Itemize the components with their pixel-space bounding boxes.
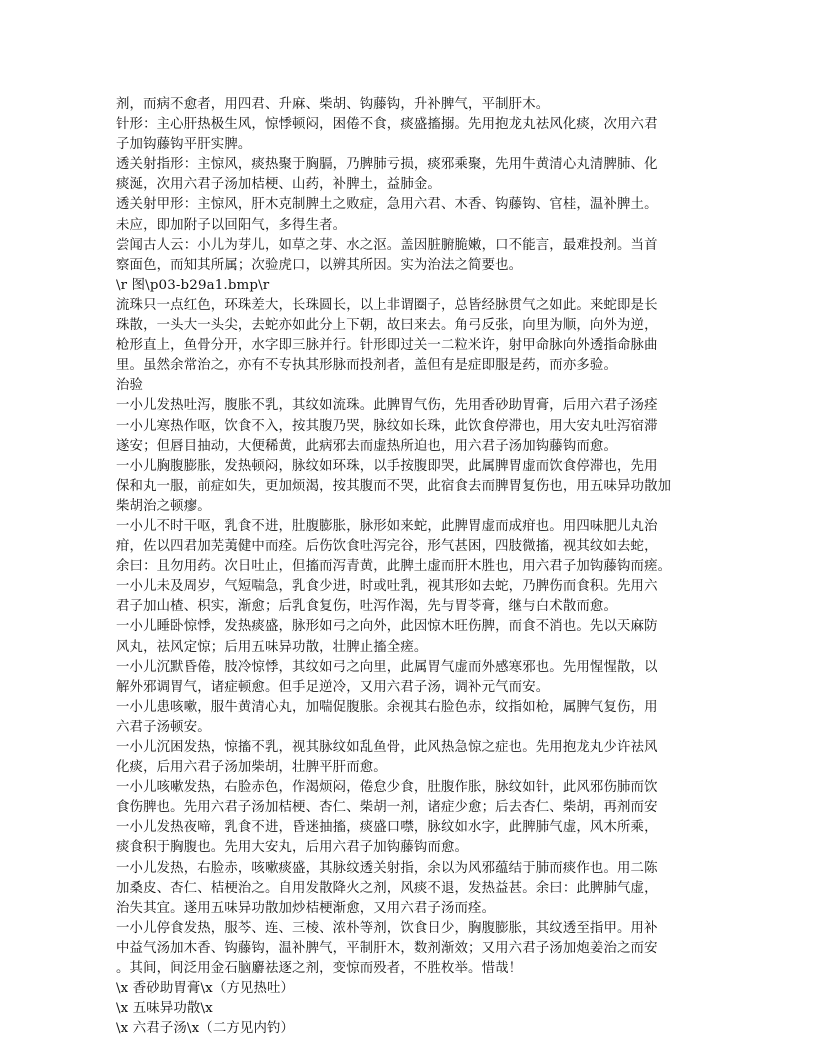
text-line: 一小儿不时干呕，乳食不进，肚腹膨胀，脉形如来蛇，此脾胃虚而成疳也。用四味肥儿丸治 — [116, 518, 658, 534]
text-line: 。其间，间泛用金石脑麝祛逐之剂，变惊而殁者，不胜枚举。惜哉！ — [116, 961, 523, 977]
text-line: 加桑皮、杏仁、桔梗治之。自用发散降火之剂，风痰不退，发热益甚。余曰：此脾肺气虚， — [116, 880, 658, 896]
text-line: 未应，即加附子以回阳气，多得生者。 — [116, 217, 347, 233]
text-line: 中益气汤加木香、钩藤钩，温补脾气，平制肝木，数剂渐效；又用六君子汤加炮姜治之而安 — [116, 940, 658, 956]
text-line: 枪形直上，鱼骨分开，水字即三脉并行。针形即过关一二粒米许，射甲命脉向外透指命脉曲 — [116, 338, 658, 354]
text-line: 里。虽然余常治之，亦有不专执其形脉而投剂者，盖但有是症即服是药，而亦多验。 — [116, 358, 618, 374]
text-line: 一小儿患咳嗽，服牛黄清心丸，加喘促腹胀。余视其右脸色赤，纹指如枪，属脾气复伤，用 — [116, 699, 658, 715]
image-placeholder-line: \r 图\p03-b29a1.bmp\r — [116, 277, 270, 293]
document-page — [116, 95, 702, 1039]
text-line: 一小儿沉困发热，惊搐不乳，视其脉纹如乱鱼骨，此风热急惊之症也。先用抱龙丸少许祛风 — [116, 740, 658, 755]
text-line: 一小儿寒热作呕，饮食不入，按其腹乃哭，脉纹如长珠，此饮食停滞也，用大安丸吐泻宿滞 — [116, 418, 658, 434]
text-line: 一小儿发热夜啼，乳食不进，昏迷抽搐，痰盛口噤，脉纹如水字，此脾肺气虚，风木所乘， — [116, 820, 658, 836]
text-line: 六君子汤顿安。 — [116, 719, 211, 735]
text-line: 剂，而病不愈者，用四君、升麻、柴胡、钩藤钩，升补脾气，平制肝木。 — [116, 97, 550, 112]
text-line: 一小儿睡卧惊悸，发热痰盛，脉形如弓之向外，此因惊木旺伤脾，而食不消也。先以天麻防 — [116, 619, 658, 635]
text-line: 针形：主心肝热极生风，惊悸顿闷，困倦不食，痰盛搐搦。先用抱龙丸祛风化痰，次用六君 — [116, 117, 658, 133]
text-line: 解外邪调胃气，诸症顿愈。但手足逆冷，又用六君子汤，调补元气而安。 — [116, 679, 550, 695]
section-heading: 治验 — [116, 378, 144, 394]
text-line: 察面色，而知其所属；次验虎口，以辨其所因。实为治法之简要也。 — [116, 257, 523, 273]
text-line: 柴胡治之顿瘳。 — [116, 498, 211, 514]
text-line: 子加钩藤钩平肝实脾。 — [116, 137, 252, 153]
text-line: 一小儿咳嗽发热，右脸赤色，作渴烦闷，倦怠少食，肚腹作胀，脉纹如针，此风邪伤肺而饮 — [116, 780, 658, 796]
text-line: 一小儿未及周岁，气短喘急，乳食少进，时或吐乳，视其形如去蛇，乃脾伤而食积。先用六 — [116, 579, 658, 595]
text-line: 食伤脾也。先用六君子汤加桔梗、杏仁、柴胡一剂，诸症少愈；后去杏仁、柴胡，再剂而安 — [116, 800, 658, 816]
text-line: 保和丸一服，前症如失，更加烦渴，按其腹而不哭，此宿食去而脾胃复伤也，用五味异功散加 — [116, 478, 672, 494]
text-line: 君子加山楂、枳实，渐愈；后乳食复伤，吐泻作渴，先与胃苓膏，继与白术散而愈。 — [116, 599, 618, 615]
text-line: 透关射指形：主惊风，痰热聚于胸膈，乃脾肺亏损，痰邪乘聚，先用牛黄清心丸清脾肺、化 — [116, 157, 658, 173]
text-line: 尝闻古人云：小儿为芽儿，如草之芽、水之沤。盖因脏腑脆嫩，口不能言，最难投剂。当首 — [116, 237, 658, 253]
text-line: 余曰：且勿用药。次日吐止，但搐而泻青黄，此脾土虚而肝木胜也，用六君子加钩藤钩而瘥。 — [116, 559, 672, 575]
text-line: 一小儿胸腹膨胀，发热顿闷，脉纹如环珠，以手按腹即哭，此属脾胃虚而饮食停滞也，先用 — [116, 458, 658, 474]
text-line: 疳，佐以四君加芜荑健中而痊。后伤饮食吐泻完谷，形气甚困，四肢微搐，视其纹如去蛇， — [116, 539, 658, 555]
text-line: 痰涎，次用六君子汤加桔梗、山药，补脾土，益肺金。 — [116, 177, 441, 193]
formula-reference: \x 六君子汤\x（二方见内钓） — [116, 1021, 295, 1037]
text-line: 一小儿沉默昏倦，肢冷惊悸，其纹如弓之向里，此属胃气虚而外感寒邪也。先用惺惺散，以 — [116, 659, 658, 675]
formula-reference: \x 香砂助胃膏\x（方见热吐） — [116, 981, 295, 997]
text-line: 化痰，后用六君子汤加柴胡，壮脾平肝而愈。 — [116, 760, 387, 776]
text-line: 一小儿停食发热，服芩、连、三棱、浓朴等剂，饮食日少，胸腹膨胀，其纹透至指甲。用补 — [116, 920, 658, 936]
text-line: 一小儿发热，右脸赤，咳嗽痰盛，其脉纹透关射指，余以为风邪蕴结于肺而痰作也。用二陈 — [116, 860, 658, 876]
text-line: 流珠只一点红色，环珠差大，长珠圆长，以上非谓圈子，总皆经脉贯气之如此。来蛇即是长 — [116, 297, 658, 313]
text-line: 痰食积于胸腹也。先用大安丸，后用六君子加钩藤钩而愈。 — [116, 840, 469, 856]
text-line: 遂安；但唇目抽动，大便稀黄，此病邪去而虚热所迫也，用六君子汤加钩藤钩而愈。 — [116, 438, 618, 454]
text-line: 透关射甲形：主惊风，肝木克制脾土之败症，急用六君、木香、钩藤钩、官桂，温补脾土。 — [116, 197, 658, 213]
text-line: 一小儿发热吐泻，腹胀不乳，其纹如流珠。此脾胃气伤，先用香砂助胃膏，后用六君子汤痊 — [116, 398, 658, 414]
text-line: 珠散，一头大一头尖，去蛇亦如此分上下朝，故曰来去。角弓反张，向里为顺，向外为逆， — [116, 318, 658, 334]
text-line: 治失其宜。遂用五味异功散加炒桔梗渐愈，又用六君子汤而痊。 — [116, 900, 496, 916]
formula-reference: \x 五味异功散\x — [116, 1001, 213, 1017]
text-line: 风丸，祛风定惊；后用五味异功散，壮脾止搐全瘥。 — [116, 639, 428, 655]
